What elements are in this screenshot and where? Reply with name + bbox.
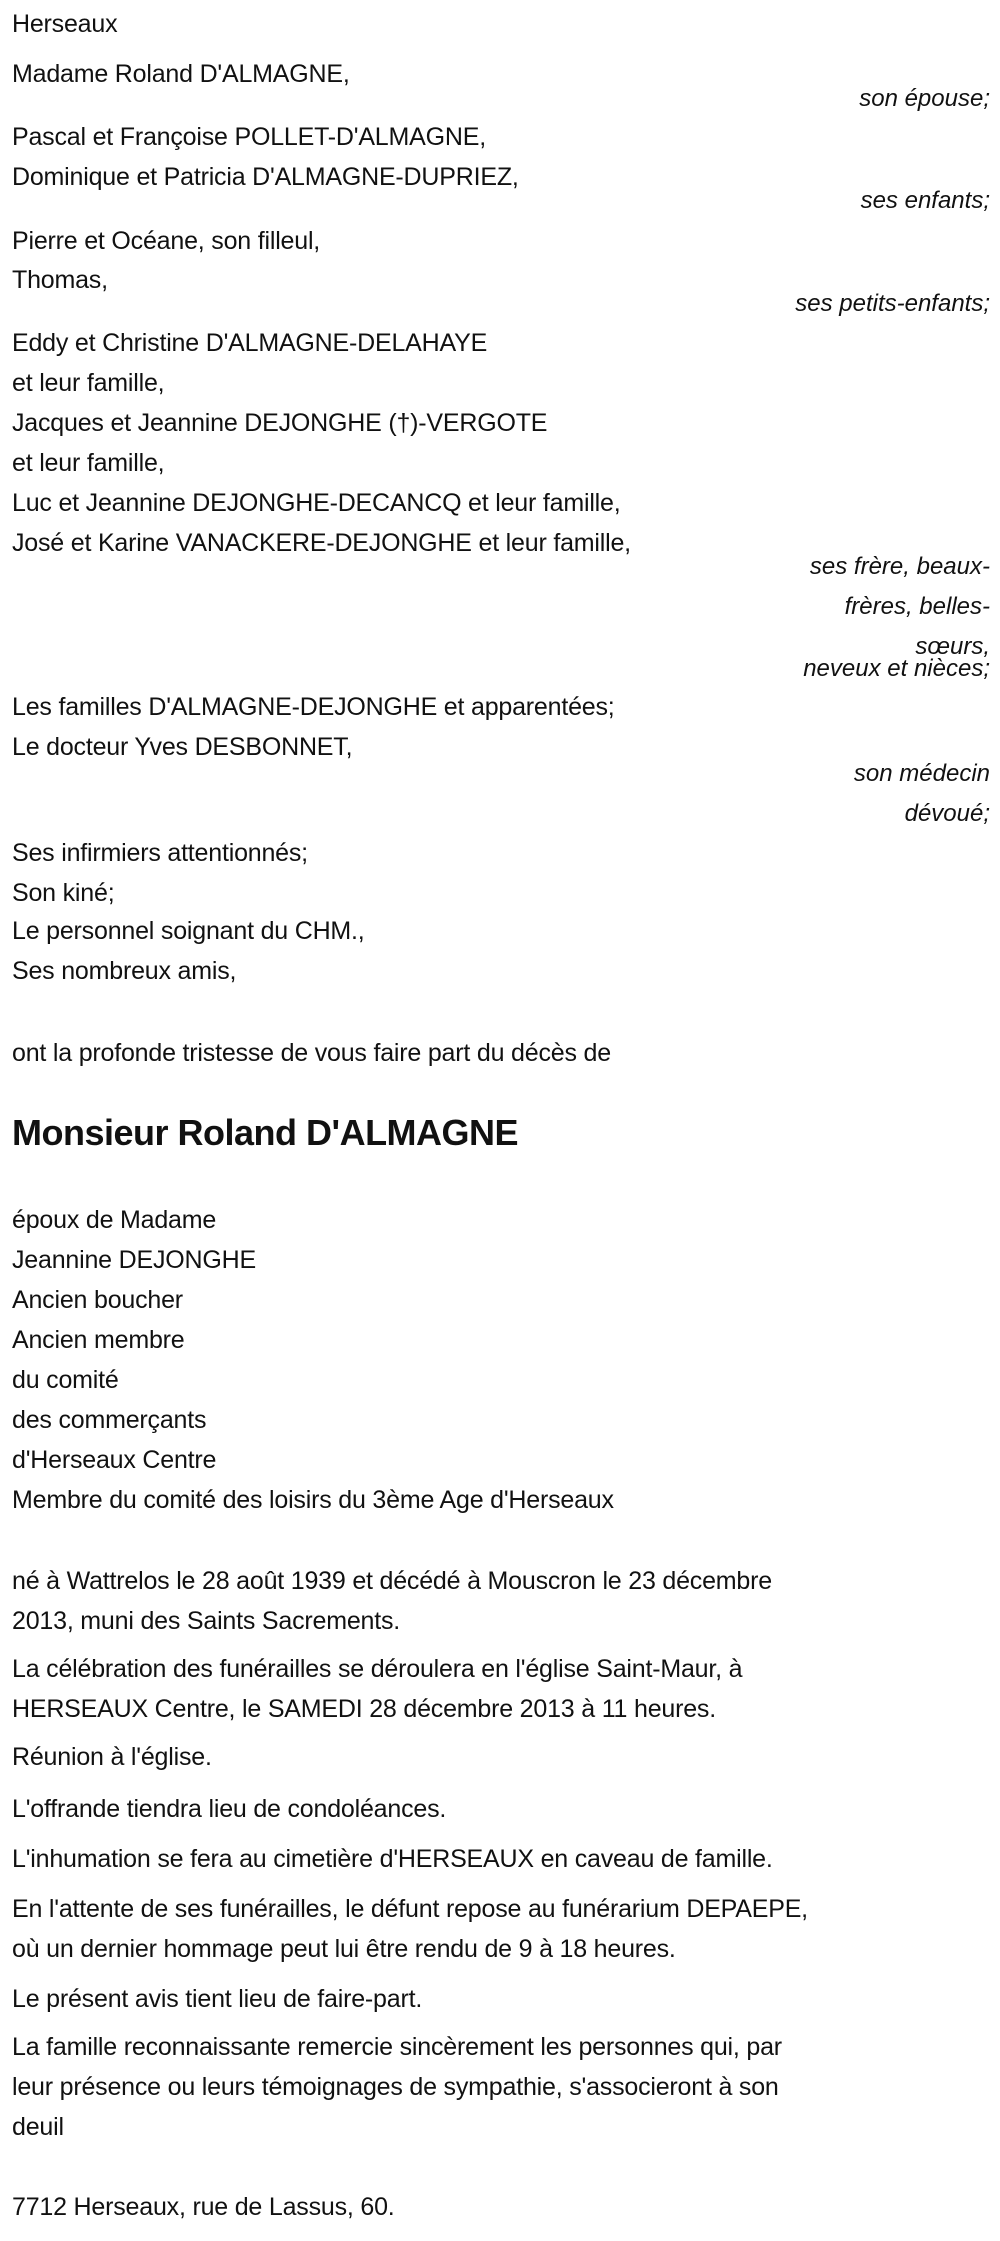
details-line: En l'attente de ses funérailles, le défunt repose au funérarium DEPAEPE, [12, 1895, 808, 1923]
siblings-relation: frères, belles- [844, 593, 990, 620]
other-name: Le docteur Yves DESBONNET, [12, 733, 353, 761]
biography-line: Ancien membre [12, 1326, 185, 1354]
siblings-relation: sœurs, [915, 633, 990, 660]
details-line: Réunion à l'église. [12, 1743, 212, 1771]
other-mourner: Ses nombreux amis, [12, 957, 237, 985]
grandchild-name: Pierre et Océane, son filleul, [12, 227, 321, 255]
details-line: Le présent avis tient lieu de faire-part. [12, 1985, 423, 2013]
details-line: né à Wattrelos le 28 août 1939 et décédé à Mouscron le 23 décembre [12, 1567, 772, 1595]
details-line: L'inhumation se fera au cimetière d'HERSEAUX en caveau de famille. [12, 1845, 773, 1873]
other-mourner: Son kiné; [12, 879, 115, 907]
address: 7712 Herseaux, rue de Lassus, 60. [12, 2193, 395, 2221]
biography-line: Ancien boucher [12, 1286, 183, 1314]
biography-line: des commerçants [12, 1406, 207, 1434]
biography-line: d'Herseaux Centre [12, 1446, 217, 1474]
child-name: Pascal et Françoise POLLET-D'ALMAGNE, [12, 123, 486, 151]
deceased-name: Monsieur Roland D'ALMAGNE [12, 1112, 519, 1153]
doctor-relation: son médecin [853, 760, 990, 787]
grandchild-name: Thomas, [12, 266, 108, 294]
biography-line: Jeannine DEJONGHE [12, 1246, 256, 1274]
details-line: La célébration des funérailles se déroulera en l'église Saint-Maur, à [12, 1655, 743, 1683]
sibling-name: Luc et Jeannine DEJONGHE-DECANCQ et leur famille, [12, 489, 621, 517]
details-line: HERSEAUX Centre, le SAMEDI 28 décembre 2013 à 11 heures. [12, 1695, 716, 1723]
details-line: 2013, muni des Saints Sacrements. [12, 1607, 401, 1635]
siblings-relation: ses frère, beaux- [809, 553, 990, 580]
doctor-relation: dévoué; [904, 800, 990, 827]
child-name: Dominique et Patricia D'ALMAGNE-DUPRIEZ, [12, 163, 519, 191]
sibling-name: Jacques et Jeannine DEJONGHE (†)-VERGOTE [12, 409, 548, 437]
spouse-name: Madame Roland D'ALMAGNE, [12, 60, 350, 88]
children-relation: ses enfants; [860, 187, 990, 214]
other-mourner: Ses infirmiers attentionnés; [12, 839, 308, 867]
other-name: Les familles D'ALMAGNE-DEJONGHE et apparentées; [12, 693, 615, 721]
biography-line: Membre du comité des loisirs du 3ème Age d'Herseaux [12, 1486, 614, 1514]
location: Herseaux [12, 10, 118, 38]
siblings-relation: neveux et nièces; [803, 655, 990, 682]
details-line: L'offrande tiendra lieu de condoléances. [12, 1795, 447, 1823]
details-line: leur présence ou leurs témoignages de sympathie, s'associeront à son [12, 2073, 779, 2101]
details-line: deuil [12, 2113, 64, 2141]
biography-line: époux de Madame [12, 1206, 217, 1234]
sibling-name: et leur famille, [12, 449, 165, 477]
sibling-name: et leur famille, [12, 369, 165, 397]
grandchildren-relation: ses petits-enfants; [795, 290, 990, 317]
details-line: La famille reconnaissante remercie sincèrement les personnes qui, par [12, 2033, 782, 2061]
details-line: où un dernier hommage peut lui être rendu de 9 à 18 heures. [12, 1935, 676, 1963]
sibling-name: José et Karine VANACKERE-DEJONGHE et leur famille, [12, 529, 631, 557]
announcement: ont la profonde tristesse de vous faire part du décès de [12, 1039, 611, 1067]
biography-line: du comité [12, 1366, 119, 1394]
spouse-relation: son épouse; [859, 85, 990, 112]
sibling-name: Eddy et Christine D'ALMAGNE-DELAHAYE [12, 329, 488, 357]
other-mourner: Le personnel soignant du CHM., [12, 917, 365, 945]
